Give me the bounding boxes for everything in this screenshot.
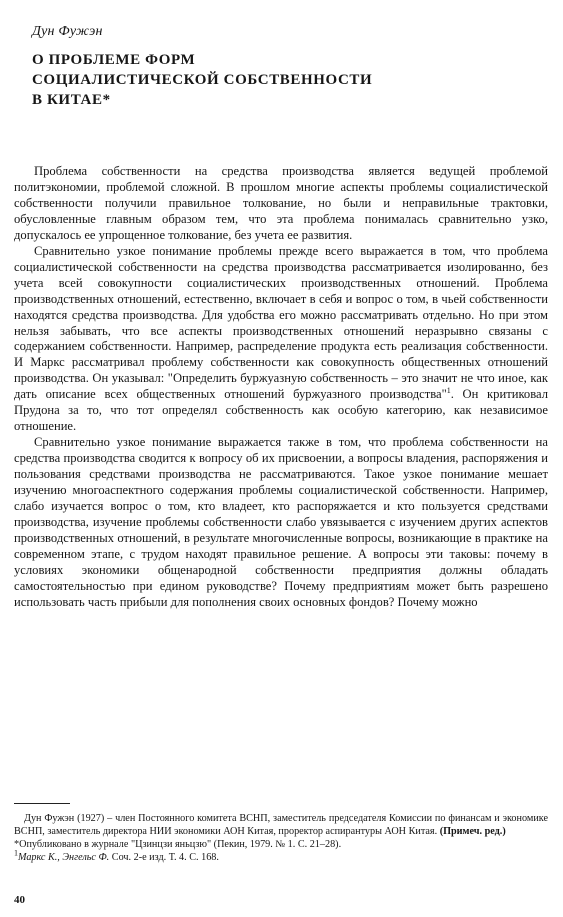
reference-source: Соч. 2-е изд. Т. 4. С. 168. xyxy=(111,852,219,863)
body-paragraph: Сравнительно узкое понимание выражается также в том, что проблема собственности на средства производства сводится к вопросу об их присвоении, а вопросы владения, распоряжения и пользования средствами производства не рассматриваются. Такое узкое понимание мешает изучению многоаспектного содержания проблемы социалистической собственности. Например, слабо изучается вопрос о том, кто владеет, кто распоряжается и кто пользуется средствами производства, изучение проблемы собственности слабо увязывается с изучением других аспектов производственных отношений, в результате многочисленные вопросы, возникающие в практике на современном этапе, с трудом находят правильное решение. А вопросы эти таковы: почему в условиях экономики общенародной собственности предприятия должны обладать самостоятельностью при едином руководстве? Почему предприятиям может быть разрешено использовать часть прибыли для пополнения своих основных фондов? Почему можно xyxy=(14,435,548,609)
article-body xyxy=(14,164,548,611)
footnote-number: 1 xyxy=(14,848,18,858)
footnote-divider xyxy=(14,803,70,804)
bio-text: Дун Фужэн (1927) – член Постоянного комитета ВСНП, заместитель председателя Комиссии по финансам и экономике ВСНП, заместитель директора НИИ экономики АОН Китая, проректор аспирантуры АОН Китая. xyxy=(14,813,548,837)
title-line: В КИТАЕ* xyxy=(32,92,111,108)
article-author: Дун Фужэн xyxy=(32,24,103,39)
article-title xyxy=(32,50,532,110)
page-number: 40 xyxy=(14,894,25,906)
reference-footnote xyxy=(14,848,548,864)
paragraph-text: . Он критиковал Прудона за то, что тот определял собственность как особую категорию, как независимое отношение. xyxy=(14,387,548,434)
footnotes xyxy=(14,812,548,864)
title-line: СОЦИАЛИСТИЧЕСКОЙ СОБСТВЕННОСТИ xyxy=(32,72,373,88)
publication-footnote: *Опубликовано в журнале "Цзинцзи яньцзю" (Пекин, 1979. № 1. С. 21–28). xyxy=(14,839,342,850)
author-bio-footnote xyxy=(14,812,548,838)
editor-note: (Примеч. ред.) xyxy=(439,826,506,837)
footnote-marker: 1 xyxy=(446,386,451,396)
reference-authors: Маркс К., Энгельс Ф. xyxy=(18,852,110,863)
title-line: О ПРОБЛЕМЕ ФОРМ xyxy=(32,52,196,68)
body-paragraph xyxy=(14,244,548,435)
paragraph-text: Сравнительно узкое понимание проблемы прежде всего выражается в том, что проблема социалистической собственности на средства производства рассматривается изолированно, без учета всей совокупности социалистических производственных отношений. Проблема производственных отношений, естественно, включает в себя и вопрос о том, в чьей собственности находятся средства производства. Для удобства его можно рассматривать отдельно. Но при этом нельзя забывать, что все аспекты производственных отношений неразрывно связаны с содержанием собственности. Например, распределение продукта есть реализация собственности. И Маркс рассматривал проблему собственности как совокупность общественных отношений производства. Он указывал: "Определить буржуазную собственность – это значит не что иное, как дать описание всех общественных отношений буржуазного производства" xyxy=(14,243,548,402)
body-paragraph: Проблема собственности на средства производства является ведущей проблемой политэкономии, проблемой сложной. В прошлом многие аспекты проблемы социалистической собственности получили правильное толкование, но были и неправильные трактовки, обусловленные главным образом тем, что эта проблема понималась сравнительно узко, допускалось ее упрощенное толкование, без учета ее развития. xyxy=(14,164,548,242)
